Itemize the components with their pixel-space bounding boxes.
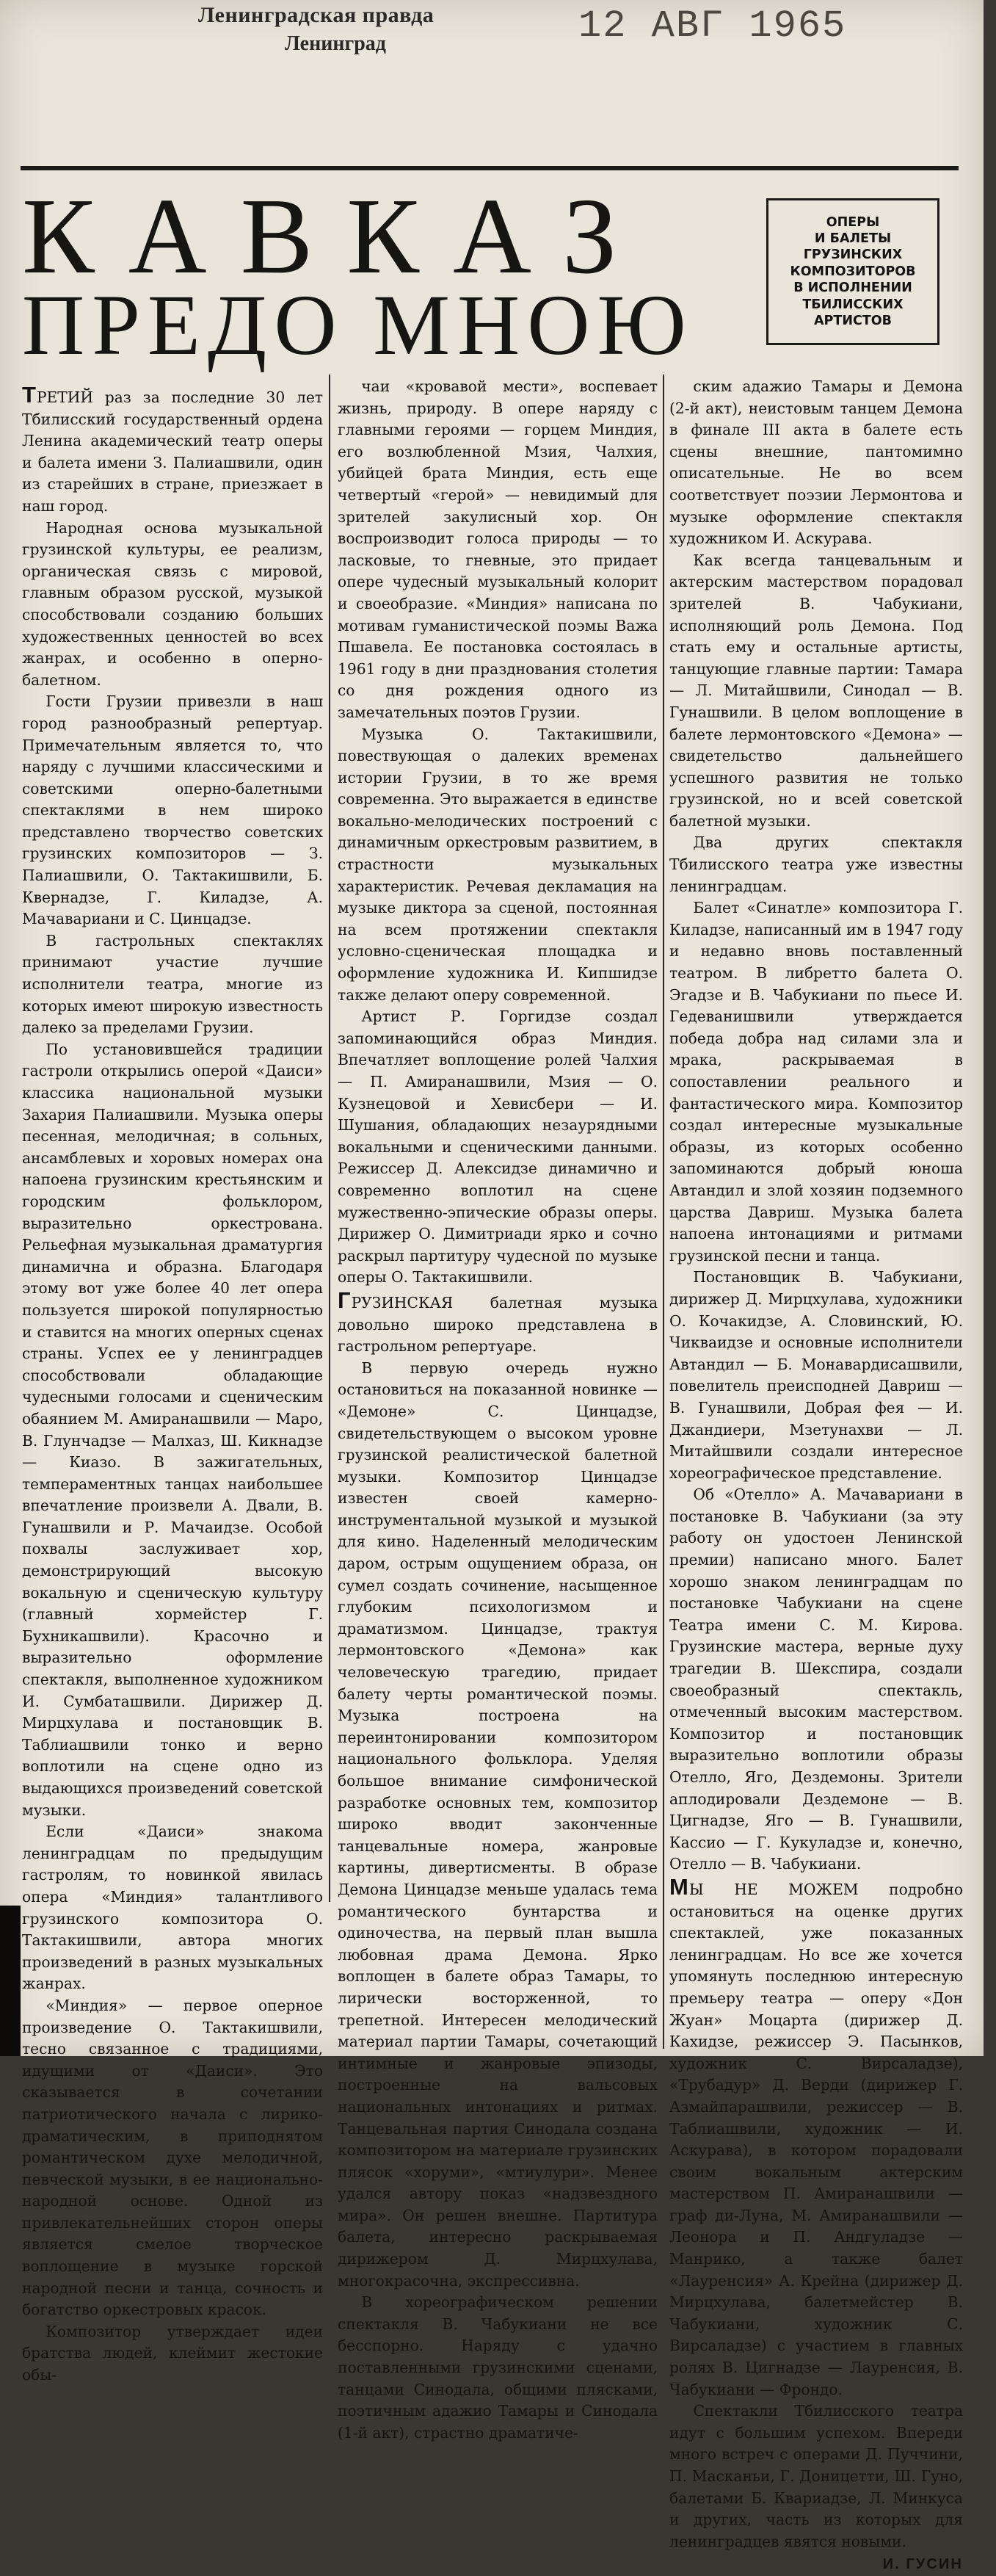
paragraph: [669, 832, 963, 897]
paragraph: [22, 1821, 323, 1995]
paragraph-text: Ы НЕ МОЖЕМ подробно остановиться на оценке других спектаклей, уже показанных ленинградцам. Но все же хочется упомянуть последнюю интересную премьеру театра — оперу «Дон Жуан» Моцарта (дирижер Д. Кахидзе, режиссер Э. Пасынков, художник С. Вирсаладзе), «Трубадур» Д. Верди (дирижер Г. Азмайпарашвили, режиссер — В. Таблиашвили, художник — И. Аскурава), в котором порадовали своим вокальным актерским мастерством П. Амиранашвили — граф ди-Луна, М. Амиранашвили — Леонора и П. Андгуладзе — Манрико, а также балет «Лауренсия» А. Крейна (дирижер Д. Мирцхулава, балетмейстер В. Чабукиани, художник С. Вирсаладзе) с участием в главных ролях В. Цигнадзе — Лауренсия, В. Чабукиани — Фрондо.: [669, 1880, 963, 2398]
date-stamp: 12 АВГ 1965: [578, 4, 847, 48]
article-column-3: [669, 376, 963, 2573]
paragraph-text: «Миндия» — первое оперное произведение О. Тактакишвили, тесно связанное с традициями, идущими от «Даиси». Это сказывается в сочетании патриотического начала с лирико-драматическим, в приподнятом романтическом духе мелодичной, певческой музыки, в ее национально-народной основе. Одной из привлекательнейших сторон оперы является смелое творческое воплощение в музыке горской народной песни и танца, сочность и богатство оркестровых красок.: [22, 1996, 323, 2319]
paragraph: [669, 376, 963, 550]
paragraph-text: В гастрольных спектаклях принимают участие лучшие исполнители театра, многие из которых имеют широкую известность далеко за пределами Грузии.: [22, 931, 323, 1037]
article-column-2: [338, 376, 658, 2442]
paragraph-text: Спектакли Тбилисского театра идут с большим успехом. Впереди много встреч с операми Д. Пуччини, П. Масканьи, Г. Доницетти, Ш. Гуно, балетами Б. Квариадзе, Л. Минкуса и других, часть из которых для ленинградцев явятся новыми.: [669, 2402, 963, 2550]
paragraph-text: РУЗИНСКАЯ балетная музыка довольно широко представлена в гастрольном репертуаре.: [338, 1293, 658, 1356]
paragraph-text: Если «Даиси» знакома ленинградцам по предыдущим гастролям, то новинкой явилась опера «Миндия» талантливого грузинского композитора О. Тактакишвили, автора многих произведений в разных музыкальных жанрах.: [22, 1823, 323, 1993]
article-column-1: [22, 382, 323, 2384]
paragraph-text: Два других спектакля Тбилисского театра уже известны ленинградцам.: [669, 833, 963, 895]
author-signature: И. ГУСИН: [882, 2556, 963, 2573]
paragraph-text: Гости Грузии привезли в наш город разнообразный репертуар. Примечательным является то, что наряду с лучшими классическими и советскими оперно-балетными спектаклями в нем широко представлено творчество советских грузинских композиторов — З. Палиашвили, О. Тактакишвили, Б. Квернадзе, Г. Киладзе, А. Мачавариани и С. Цинцадзе.: [22, 692, 323, 928]
paragraph-text: По установившейся традиции гастроли открылись оперой «Даиси» классика национальной музыки Захария Палиашвили. Музыка оперы песенная, мелодичная; в сольных, ансамблевых и хоровых номерах она напоена грузинским крестьянским и городским фольклором, выразительно оркестрована. Рельефная музыкальная драматургия динамична и образна. Благодаря этому вот уже более 40 лет опера пользуется широкой популярностью и ставится на многих оперных сценах страны. Успех ее у ленинградцев способствовали обладающие чудесными голосами и сценическим обаянием М. Амиранашвили — Маро, В. Глунчадзе — Малхаз, Ш. Кикнадзе — Киазо. В зажигательных, темпераментных танцах наибольшее впечатление произвели А. Двали, В. Гунашвили и Р. Мачаидзе. Особой похвалы заслуживает хор, демонстрирующий высокую вокальную и сценическую культуру (главный хормейстер Г. Бухникашвили). Красочно и выразительно оформление спектакля, выполненное художником И. Сумбаташвили. Дирижер Д. Мирцхулава и постановщик В. Таблиашвили тонко и верно воплотили на сцене одно из выдающихся произведений советской музыки.: [22, 1040, 323, 1819]
initial-capital: М: [669, 1873, 689, 1900]
paragraph: [338, 724, 658, 1007]
paragraph-text: Как всегда танцевальным и актерским мастерством порадовал зрителей В. Чабукиани, исполняющий роль Демона. Под стать ему и остальные артисты, танцующие главные партии: Тамара — Л. Митайшвили, Синодал — В. Гунашвили. В целом воплощение в балете лермонтовского «Демона» — свидетельство дальнейшего успешного развития не только грузинской, но и всей советской балетной музыки.: [669, 551, 963, 830]
paragraph-text: Композитор утверждает идеи братства людей, клеймит жестокие обы-: [22, 2322, 323, 2384]
paragraph: [669, 550, 963, 833]
initial-capital: Г: [338, 1287, 352, 1313]
paragraph-text: Балет «Синатле» композитора Г. Киладзе, написанный им в 1947 году и недавно вновь поставленный театром. В либретто балета О. Эгадзе и В. Чабукиани по пьесе И. Гедеванишвили утверждается победа добра над силами зла и мрака, раскрываемая в сопоставлении реального и фантастического мира. Композитор создал интересные музыкальные образы, из которых особенно запоминаются добрый юноша Автандил и злой хозяин подземного царства Давриш. Музыка балета напоена интонациями и ритмами грузинской песни и танца.: [669, 899, 963, 1265]
paragraph-text: чаи «кровавой мести», воспевает жизнь, природу. В опере наряду с главными героями — горцем Миндия, его возлюбленной Мзия, Чалхия, убийцей брата Миндия, есть еще четвертый «герой» — невидимый для зрителей закулисный хор. Он воспроизводит голоса природы — то ласковые, то гневные, это придает опере чудесный музыкальный колорит и своеобразие. «Миндия» написана по мотивам гуманистической поэмы Важа Пшавела. Ее постановка состоялась в 1961 году в дни празднования столетия со дня рождения одного из замечательных поэтов Грузии.: [338, 377, 658, 721]
paragraph: [669, 1875, 963, 2400]
paragraph: [338, 1358, 658, 2293]
paragraph: [669, 2400, 963, 2553]
initial-capital: Т: [22, 382, 37, 408]
headline-line-2: ПРЕДО МНОЮ: [22, 277, 694, 373]
paragraph: [338, 2292, 658, 2444]
paragraph: [22, 1039, 323, 1821]
paragraph: [338, 1289, 658, 1358]
subtitle-text: ОПЕРЫ И БАЛЕТЫ ГРУЗИНСКИХ КОМПОЗИТОРОВ В ИСПОЛНЕНИИ ТБИЛИССКИХ АРТИСТОВ: [790, 214, 916, 328]
paragraph: [669, 1484, 963, 1875]
paragraph: [22, 691, 323, 930]
paragraph-text: РЕТИЙ раз за последние 30 лет Тбилисский государственный ордена Ленина академический театр оперы и балета имени З. Палиашвили, один из старейших в стране, приезжает в наш город.: [22, 388, 323, 515]
paragraph: [669, 897, 963, 1267]
paragraph-text: В первую очередь нужно остановиться на показанной новинке — «Демоне» С. Цинцадзе, свидетельствующем о высоком уровне грузинской реалистической балетной музыки. Композитор Цинцадзе известен своей камерно-инструментальной музыкой и музыкой для кино. Наделенный мелодическим даром, острым ощущением образа, он сумел создать сочинение, насыщенное глубоким психологизмом и драматизмом. Цинцадзе, трактуя лермонтовского «Демона» как человеческую трагедию, придает балету черты романтической поэмы. Музыка построена на переинтонировании композитором национального фольклора. Уделяя большое внимание симфонической разработке основных тем, композитор широко вводит законченные танцевальные номера, жанровые картины, дивертисменты. В образе Демона Цинцадзе меньше удалась тема романтического бунтарства и одиночества, на первый план вышла любовная драма Демона. Ярко воплощен в балете образ Тамары, то лирически восторженной, то трепетной. Интересен мелодический материал партии Тамары, сочетающий интимные и жанровые эпизоды, построенные на вальсовых национальных интонациях и ритмах. Танцевальная партия Синодала создана композитором на материале грузинских плясок «хоруми», «мтиулури». Менее удался автору показ «надзвездного мира». Он решен внешне. Партитура балета, интересно раскрываемая дирижером Д. Мирцхулава, многокрасочна, экспрессивна.: [338, 1358, 658, 2290]
paragraph-text: Артист Р. Горгидзе создал запоминающийся образ Миндия. Впечатляет воплощение ролей Чалхия — П. Амиранашвили, Мзия — О. Кузнецовой и Хевисбери — И. Шушания, обладающих незаурядными вокальными и сценическими данными. Режиссер Д. Алексидзе динамично и современно воплотил на сцене мужественно-эпические образы оперы. Дирижер О. Димитриади ярко и сочно раскрыл партитуру чудесной по музыке оперы О. Тактакишвили.: [338, 1007, 658, 1287]
paragraph: [338, 1006, 658, 1289]
paragraph: [22, 930, 323, 1039]
column-divider-1: [329, 375, 330, 1902]
top-rule: [21, 166, 959, 170]
paragraph-text: ским адажио Тамары и Демона (2-й акт), неистовым танцем Демона в финале III акта в балете есть сцены внешние, пантомимно описательные. Не во всем соответствует поэзии Лермонтова и музыке оформление спектакля художником И. Аскурава.: [669, 377, 963, 548]
paragraph-text: Народная основа музыкальной грузинской культуры, ее реализм, органическая связь с мировой, главным образом русской, музыкой способствовали созданию больших художественных ценностей во всех жанрах, и особенно в оперно-балетном.: [22, 518, 323, 689]
paragraph: [22, 518, 323, 692]
paragraph-text: В хореографическом решении спектакля В. Чабукиани не все бесспорно. Наряду с удачно поставленными грузинскими сценами, танцами Синодала, общими плясками, поэтичным адажио Тамары и Синодала (1-й акт), страстно драматиче-: [338, 2293, 658, 2442]
paragraph: [22, 1995, 323, 2321]
paragraph: [338, 376, 658, 724]
newspaper-name-stamp: Ленинградская правда: [198, 3, 435, 27]
paragraph: [669, 1267, 963, 1484]
column-divider-2: [663, 375, 664, 2049]
city-stamp: Ленинград: [285, 32, 386, 55]
paragraph-text: Об «Отелло» А. Мачавариани в постановке В. Чабукиани (за эту работу он удостоен Ленинской премии) написано много. Балет хорошо знаком ленинградцам по постановке Чабукиани на сцене Театра имени С. М. Кирова. Грузинские мастера, верные духу трагедии В. Шекспира, создали своеобразный спектакль, отмеченный высоким мастерством. Композитор и постановщик выразительно воплотили образы Отелло, Яго, Дездемоны. Зрители аплодировали Дездемоне — В. Цигнадзе, Яго — В. Гунашвили, Кассио — Г. Кукуладзе и, конечно, Отелло — В. Чабукиани.: [669, 1486, 963, 1873]
paragraph-text: Музыка О. Тактакишвили, повествующая о далеких временах истории Грузии, в то же время современна. Это выражается в единстве вокально-мелодических построений с динамичным оркестровым развитием, в страстности музыкальных характеристик. Речевая декламация на музыке диктора за сценой, постоянная на всем протяжении спектакля условно-сценическая площадка и оформление художника И. Кипшидзе также делают оперу современной.: [338, 725, 658, 1004]
paragraph: [22, 2321, 323, 2387]
paragraph-text: Постановщик В. Чабукиани, дирижер Д. Мирцхулава, художники О. Кочакидзе, А. Словинский, Ю. Чикваидзе и основные исполнители Автандил — Б. Монавардисашвили, повелитель преисподней Давриш — В. Гунашвили, Добрая фея — И. Джандиери, Мзетунахви — Л. Митайшвили создали интересное хореографическое представление.: [669, 1268, 963, 1482]
paragraph: [22, 383, 323, 518]
subtitle-box: [766, 198, 939, 345]
dark-background-corner: [0, 1906, 21, 2056]
headline-line-1: КАВКАЗ: [22, 176, 651, 297]
